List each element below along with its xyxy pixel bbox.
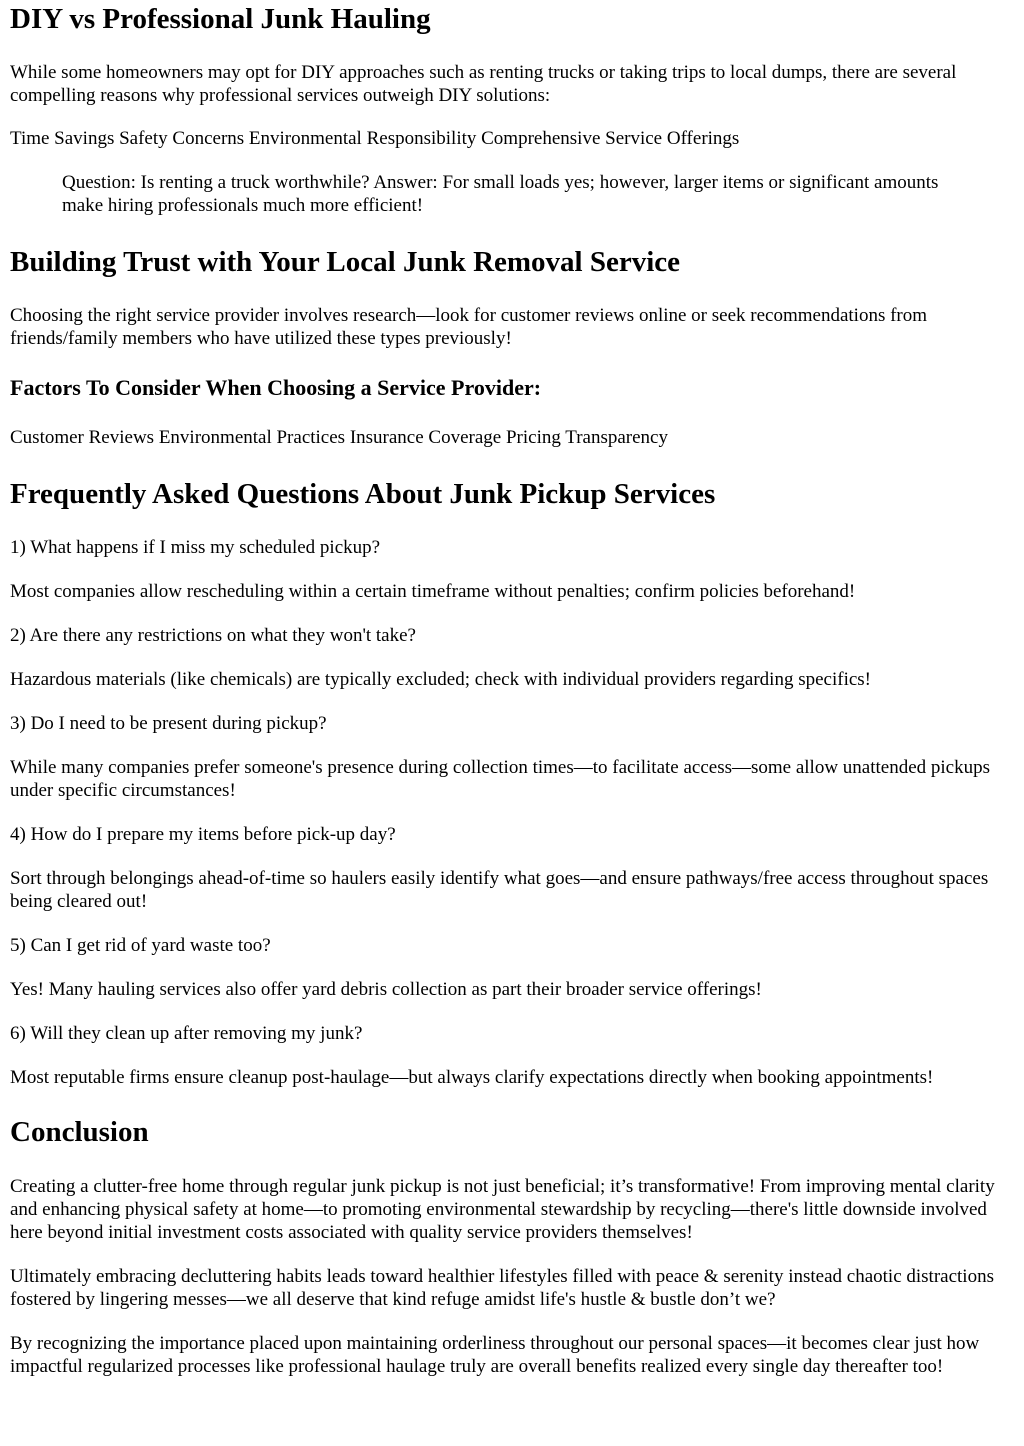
faq-answer: While many companies prefer someone's presence during collection times—to facilitate access—some allow unattended pickups under specific circumstances! (10, 757, 991, 801)
conclusion-paragraph: Creating a clutter-free home through regular junk pickup is not just beneficial; it’s transformative! From improving mental clarity and enhancing physical safety at home—to promoting environmental stewardship by recycling—there's little downside involved here beyond initial investment costs associated with quality service providers themselves! (10, 1176, 995, 1243)
factor-item: Pricing Transparency (505, 427, 668, 448)
factor-item: Insurance Coverage (349, 427, 502, 448)
trust-heading: Building Trust with Your Local Junk Removal Service (10, 246, 681, 278)
faq-question: 2) Are there any restrictions on what they won't take? (10, 625, 416, 646)
faq-question: 3) Do I need to be present during pickup? (10, 713, 327, 734)
conclusion-paragraph: Ultimately embracing decluttering habits leads toward healthier lifestyles filled with peace & serenity instead chaotic distractions fostered by lingering messes—we all deserve that kind refuge amidst life's hustle & bustle don’t we? (10, 1266, 994, 1310)
reason-item: Safety Concerns (119, 128, 245, 149)
diy-quote: Question: Is renting a truck worthwhile? Answer: For small loads yes; however, larger items or significant amounts make hiring professionals much more efficient! (62, 172, 939, 216)
faq-answer: Hazardous materials (like chemicals) are typically excluded; check with individual providers regarding specifics! (10, 669, 872, 690)
diy-heading: DIY vs Professional Junk Hauling (10, 3, 431, 35)
reason-item: Time Savings (10, 128, 115, 149)
faq-answer: Sort through belongings ahead-of-time so haulers easily identify what goes—and ensure pathways/free access throughout spaces being cleared out! (10, 868, 989, 912)
faq-question: 5) Can I get rid of yard waste too? (10, 935, 271, 956)
faq-answer: Most reputable firms ensure cleanup post-haulage—but always clarify expectations directly when booking appointments! (10, 1067, 934, 1088)
conclusion-paragraph: By recognizing the importance placed upon maintaining orderliness throughout our personal spaces—it becomes clear just how impactful regularized processes like professional haulage truly are overall benefits realized every single day thereafter too! (10, 1333, 980, 1377)
conclusion-heading: Conclusion (10, 1116, 149, 1148)
reason-item: Comprehensive Service Offerings (481, 128, 740, 149)
faq-question: 4) How do I prepare my items before pick-up day? (10, 824, 396, 845)
faq-heading: Frequently Asked Questions About Junk Pickup Services (10, 478, 716, 510)
faq-question: 6) Will they clean up after removing my junk? (10, 1023, 363, 1044)
diy-reasons-list (10, 127, 1014, 150)
factor-item: Customer Reviews (10, 427, 155, 448)
faq-question: 1) What happens if I miss my scheduled pickup? (10, 537, 381, 558)
faq-answer: Yes! Many hauling services also offer yard debris collection as part their broader service offerings! (10, 979, 762, 1000)
factors-heading: Factors To Consider When Choosing a Service Provider: (10, 375, 542, 400)
factors-list (10, 426, 1014, 449)
factor-item: Environmental Practices (158, 427, 346, 448)
faq-answer: Most companies allow rescheduling within a certain timeframe without penalties; confirm policies beforehand! (10, 581, 856, 602)
trust-intro: Choosing the right service provider involves research—look for customer reviews online or seek recommendations from friends/family members who have utilized these types previously! (10, 305, 928, 349)
diy-intro: While some homeowners may opt for DIY approaches such as renting trucks or taking trips to local dumps, there are several compelling reasons why professional services outweigh DIY solutions: (10, 62, 957, 106)
reason-item: Environmental Responsibility (248, 128, 477, 149)
